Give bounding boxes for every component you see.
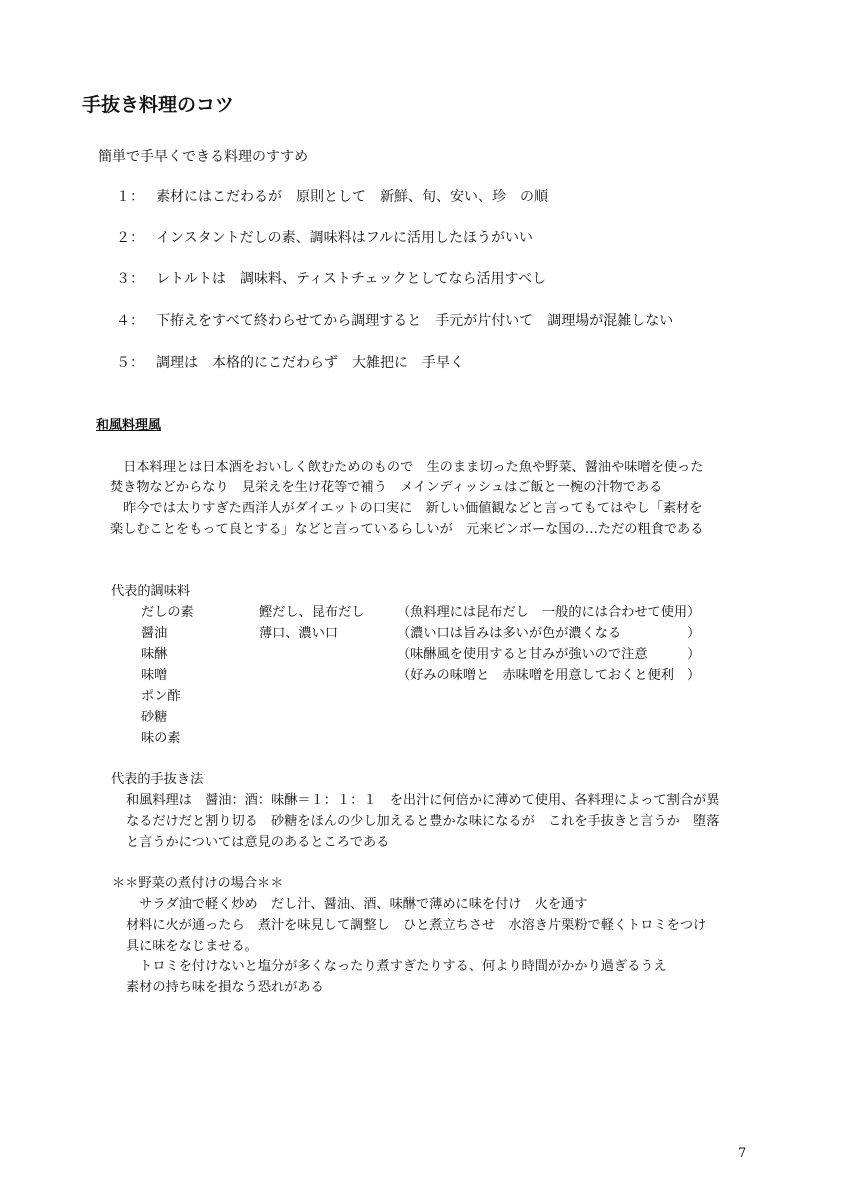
- tip-item-3: [116, 268, 546, 288]
- seasoning-row: [141, 643, 700, 662]
- seasoning-row: [141, 601, 700, 620]
- techniques-line: なるだけだと割り切る 砂糖をほんの少し加えると豊かな味になるが これを手抜きと言うか 堕落: [126, 814, 720, 829]
- tip-number: １：: [116, 189, 144, 205]
- seasoning-name: 味醂: [141, 647, 168, 662]
- tip-item-1: [116, 186, 548, 206]
- nimono-line: サラダ油で軽く炒め だし汁、醤油、酒、味醂で薄めに味を付け 火を通す: [126, 897, 588, 912]
- seasoning-row: [141, 685, 259, 704]
- washoku-line: 日本料理とは日本酒をおいしく飲むためのもので 生のまま切った魚や野菜、醤油や味噌を使った: [110, 460, 704, 475]
- tip-text: インスタントだしの素、調味料はフルに活用したほうがいい: [156, 230, 534, 246]
- tip-number: ２：: [116, 230, 144, 246]
- washoku-line: 焚き物などからなり 見栄えを生け花等で補う メインディッシュはご飯と一椀の汁物である: [110, 480, 663, 495]
- seasoning-name: 醤油: [141, 626, 168, 641]
- seasonings-heading: 代表的調味料: [111, 584, 191, 599]
- washoku-heading: 和風料理風: [96, 418, 162, 433]
- nimono-line: トロミを付けないと塩分が多くなったり煮すぎたりする、何より時間がかかり過ぎるうえ: [126, 959, 667, 974]
- seasoning-note: （魚料理には昆布だし 一般的には合わせて使用）: [397, 605, 701, 620]
- tip-number: ５：: [116, 355, 144, 371]
- techniques-heading: 代表的手抜き法: [111, 772, 204, 787]
- page-title: 手抜き料理のコツ: [82, 94, 235, 116]
- washoku-line: 楽しむことをもって良とする」などと言っているらしいが 元来ビンボーな国の…ただの粗食である: [110, 522, 704, 537]
- seasoning-row: [141, 727, 259, 746]
- tip-item-4: [116, 310, 673, 330]
- seasoning-note: （濃い口は旨みは多いが色が濃くなる ）: [397, 626, 701, 641]
- nimono-heading: ＊＊野菜の煮付けの場合＊＊: [112, 876, 284, 891]
- seasoning-row: [141, 622, 700, 641]
- seasoning-name: 味の素: [141, 731, 181, 746]
- seasoning-note: （味醂風を使用すると甘みが強いので注意 ）: [397, 647, 701, 662]
- tip-number: ３：: [116, 271, 144, 287]
- seasoning-note: （好みの味噌と 赤味噌を用意しておくと便利 ）: [397, 668, 701, 683]
- washoku-line: 昨今では太りすぎた西洋人がダイエットの口実に 新しい価値観などと言ってもてはやし「素材を: [110, 501, 703, 516]
- tip-number: ４：: [116, 313, 144, 329]
- tip-text: レトルトは 調味料、ティストチェックとしてなら活用すべし: [156, 271, 547, 287]
- seasoning-type: 薄口、濃い口: [259, 626, 339, 641]
- tip-item-5: [116, 352, 464, 372]
- seasoning-name: 味噌: [141, 668, 168, 683]
- tip-text: 下拵えをすべて終わらせてから調理すると 手元が片付いて 調理場が混雑しない: [156, 313, 674, 329]
- techniques-line: と言うかについては意見のあるところである: [126, 835, 390, 850]
- seasoning-row: [141, 664, 700, 683]
- nimono-line: 材料に火が通ったら 煮汁を味見して調整し ひと煮立ちさせ 水溶き片栗粉で軽くトロミをつけ: [126, 918, 707, 933]
- tip-text: 素材にはこだわるが 原則として 新鮮、旬、安い、珍 の順: [156, 189, 548, 205]
- nimono-line: 具に味をなじませる。: [126, 939, 258, 954]
- tip-item-2: [116, 227, 533, 247]
- seasoning-row: [141, 706, 259, 725]
- seasoning-name: だしの素: [141, 605, 194, 620]
- intro-text: 簡単で手早くできる料理のすすめ: [98, 149, 309, 165]
- seasoning-name: ポン酢: [141, 689, 181, 704]
- techniques-line: 和風料理は 醤油：酒：味醂＝１：１：１ を出汁に何倍かに薄めて使用、各料理によって割合が異: [126, 793, 720, 808]
- seasoning-name: 砂糖: [141, 710, 168, 725]
- nimono-line: 素材の持ち味を損なう恐れがある: [126, 980, 324, 995]
- page-number: 7: [738, 1146, 747, 1161]
- tip-text: 調理は 本格的にこだわらず 大雑把に 手早く: [156, 355, 464, 371]
- seasoning-type: 鰹だし、昆布だし: [259, 605, 365, 620]
